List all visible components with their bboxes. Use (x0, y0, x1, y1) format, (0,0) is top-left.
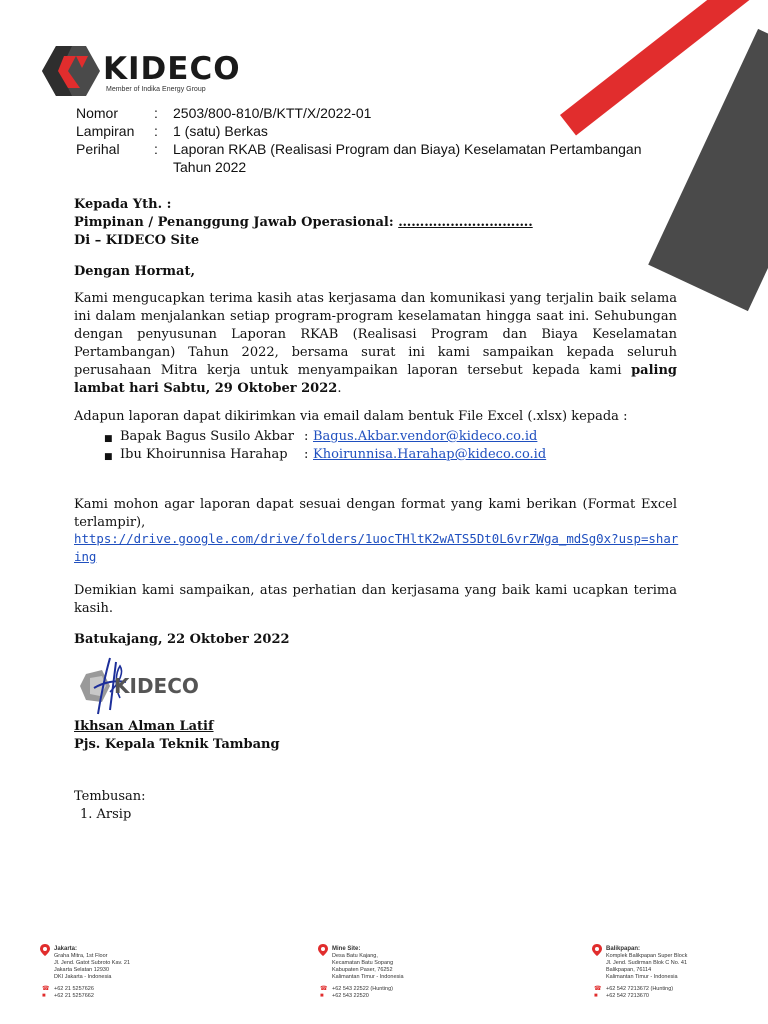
location-pin-icon (318, 944, 328, 956)
meta-value: 2503/800-810/B/KTT/X/2022-01 (173, 105, 372, 121)
logo-tagline: Member of Indika Energy Group (106, 86, 206, 93)
address-line: Kalimantan Timur - Indonesia (332, 974, 404, 980)
phone-icon: ☎ (320, 986, 328, 992)
drive-link[interactable]: https://drive.google.com/drive/folders/1uocTHltK2wATS5Dt0L6vrZWga_mdSg0x?usp=sharing (74, 531, 679, 564)
meta-colon: : (154, 123, 158, 139)
recipient-line1: Kepada Yth. : (74, 197, 172, 212)
bullet-icon: ■ (104, 452, 113, 462)
meta-value-continued: Tahun 2022 (173, 159, 247, 175)
fax-icon: ■ (594, 993, 598, 999)
kideco-logo-icon (42, 46, 100, 96)
meta-value: 1 (satu) Berkas (173, 123, 268, 139)
address-line: DKI Jakarta - Indonesia (54, 974, 112, 980)
cc-item: 1. Arsip (80, 807, 132, 822)
paragraph-email-instruction: Adapun laporan dapat dikirimkan via email dalam bentuk File Excel (.xlsx) kepada : (74, 409, 628, 424)
phone-icon: ☎ (594, 986, 602, 992)
address-block (332, 946, 404, 981)
location-pin-icon (40, 944, 50, 956)
phone-number: +62 542 7213670 (606, 993, 649, 999)
paragraph-intro-text: Kami mengucapkan terima kasih atas kerjasama dan komunikasi yang terjalin baik selama ini dalam menjalankan setiap program-program keselamatan hingga saat ini. Sehubungan dengan penyusunan Laporan RKAB (Realisasi Program dan Biaya Keselamatan Pertambangan) Tahun 2022, bersama surat ini kami sampaikan kepada seluruh perusahaan Mitra kerja untuk menyampaikan laporan tersebut kepada kami (74, 291, 677, 378)
recipient-colon: : (304, 447, 309, 462)
email-link[interactable]: Khoirunnisa.Harahap@kideco.co.id (313, 447, 547, 462)
recipient-name: Ibu Khoirunnisa Harahap (120, 447, 288, 462)
address-line: Kalimantan Timur - Indonesia (606, 974, 678, 980)
signer-title: Pjs. Kepala Teknik Tambang (74, 737, 280, 752)
meta-label: Lampiran (76, 123, 135, 139)
kideco-logo (42, 46, 252, 96)
address-line: Jakarta Selatan 12930 (54, 967, 110, 973)
signer-block (74, 718, 280, 754)
paragraph-intro (74, 290, 677, 398)
recipient-line3: Di – KIDECO Site (74, 233, 200, 248)
phone-number: +62 21 5257662 (54, 993, 94, 999)
cc-block (74, 788, 146, 824)
phone-number: +62 543 22520 (332, 993, 369, 999)
meta-value: Laporan RKAB (Realisasi Program dan Biaya) Keselamatan Pertambangan (173, 141, 642, 157)
bullet-icon: ■ (104, 434, 113, 444)
phone-number: +62 21 5257626 (54, 986, 94, 992)
greeting: Dengan Hormat, (74, 264, 195, 279)
address-line: Jl. Jend. Sudirman Blok C No. 41 (606, 960, 688, 966)
paragraph-format: Kami mohon agar laporan dapat sesuai dengan format yang kami berikan (Format Excel terlampir), (74, 497, 677, 530)
address-line: Komplek Balikpapan Super Block (606, 953, 688, 959)
phone-list (592, 986, 762, 1000)
phone-list (40, 986, 210, 1000)
address-block (606, 946, 687, 981)
address-line: Balikpapan, 76114 (606, 967, 652, 973)
recipient-colon: : (304, 429, 309, 444)
fax-icon: ■ (320, 993, 324, 999)
deadline-text: paling lambat hari Sabtu, 29 Oktober 2022 (74, 363, 677, 396)
recipient-blank: …………………………. (398, 215, 533, 230)
recipient-line2 (74, 214, 533, 232)
location-pin-icon (592, 944, 602, 956)
signer-name: Ikhsan Alman Latif (74, 719, 214, 734)
recipient-block (74, 196, 533, 250)
address-block (54, 946, 130, 981)
phone-list (318, 986, 488, 1000)
meta-label: Nomor (76, 105, 119, 121)
address-line: Desa Batu Kajang, (332, 953, 378, 959)
office-title: Balikpapan: (606, 946, 641, 952)
paragraph-intro-end: . (337, 381, 342, 396)
logo-wordmark: KIDECO (103, 51, 241, 87)
meta-colon: : (154, 105, 158, 121)
office-title: Mine Site: (332, 946, 361, 952)
office-title: Jakarta: (54, 946, 78, 952)
phone-number: +62 543 22522 (Hunting) (332, 986, 394, 992)
recipient-name: Bapak Bagus Susilo Akbar (120, 429, 294, 444)
place-date: Batukajang, 22 Oktober 2022 (74, 632, 290, 647)
cc-label: Tembusan: (74, 789, 146, 804)
email-link[interactable]: Bagus.Akbar.vendor@kideco.co.id (313, 429, 538, 444)
recipient-role: Pimpinan / Penanggung Jawab Operasional: (74, 215, 399, 230)
meta-label: Perihal (76, 141, 120, 157)
address-line: Kecamatan Batu Sopang (332, 960, 394, 966)
address-line: Graha Mitra, 1st Floor (54, 953, 108, 959)
phone-number: +62 542 7213672 (Hunting) (606, 986, 674, 992)
paragraph-closing: Demikian kami sampaikan, atas perhatian dan kerjasama yang baik kami ucapkan terima kasih. (74, 583, 677, 616)
fax-icon: ■ (42, 993, 46, 999)
signature-stamp-text: KIDECO (114, 674, 199, 698)
signature-area (80, 652, 220, 722)
phone-icon: ☎ (42, 986, 50, 992)
meta-colon: : (154, 141, 158, 157)
corner-graphic-dark (648, 29, 768, 311)
address-line: Jl. Jend. Gatot Subroto Kav. 21 (54, 960, 131, 966)
address-line: Kabupaten Paser, 76252 (332, 967, 393, 973)
